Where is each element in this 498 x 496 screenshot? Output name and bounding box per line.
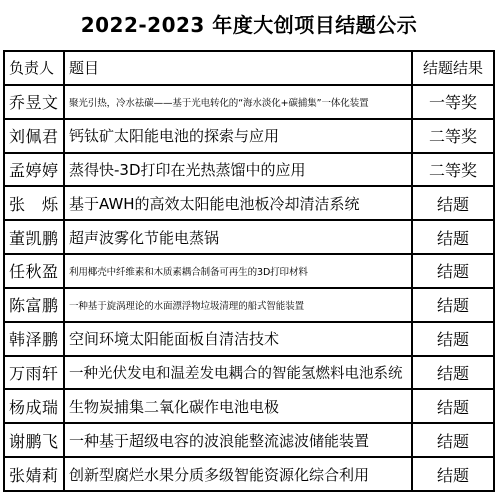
topic-cell: 基于AWH的高效太阳能电池板冷却清洁系统	[64, 186, 412, 220]
topic-cell: 钙钛矿太阳能电池的探索与应用	[64, 119, 412, 153]
topic-cell: 一种基于超级电容的波浪能整流滤波储能装置	[64, 423, 412, 457]
result-cell: 结题	[412, 457, 494, 491]
leader-cell: 乔昱文	[4, 85, 64, 119]
topic-cell: 超声波雾化节能电蒸锅	[64, 220, 412, 254]
table-row	[4, 423, 494, 457]
table-row	[4, 119, 494, 153]
table-row	[4, 153, 494, 187]
result-cell: 结题	[412, 254, 494, 288]
result-cell: 结题	[412, 186, 494, 220]
results-table	[3, 50, 495, 492]
table-row	[4, 457, 494, 491]
table-row	[4, 288, 494, 322]
result-cell: 二等奖	[412, 119, 494, 153]
result-cell: 结题	[412, 220, 494, 254]
topic-cell: 利用椰壳中纤维素和木质素耦合制备可再生的3D打印材料	[64, 254, 412, 288]
topic-cell: 空间环境太阳能面板自清洁技术	[64, 322, 412, 356]
table-row	[4, 389, 494, 423]
result-cell: 结题	[412, 423, 494, 457]
topic-cell: 创新型腐烂水果分质多级智能资源化综合利用	[64, 457, 412, 491]
leader-cell: 刘佩君	[4, 119, 64, 153]
topic-cell: 聚光引热，冷水祛碳——基于光电转化的“海水淡化+碳捕集”一体化装置	[64, 85, 412, 119]
table-row	[4, 85, 494, 119]
table-header-row	[4, 51, 494, 85]
table-row	[4, 254, 494, 288]
header-leader: 负责人	[4, 51, 64, 85]
leader-cell: 张婧莉	[4, 457, 64, 491]
header-result: 结题结果	[412, 51, 494, 85]
leader-cell: 孟婷婷	[4, 153, 64, 187]
leader-cell: 杨成瑞	[4, 389, 64, 423]
table-row	[4, 356, 494, 390]
table-row	[4, 220, 494, 254]
leader-cell: 谢鹏飞	[4, 423, 64, 457]
result-cell: 结题	[412, 322, 494, 356]
topic-cell: 生物炭捕集二氧化碳作电池电极	[64, 389, 412, 423]
result-cell: 一等奖	[412, 85, 494, 119]
result-cell: 结题	[412, 288, 494, 322]
leader-cell: 韩泽鹏	[4, 322, 64, 356]
leader-cell: 陈富鹏	[4, 288, 64, 322]
result-cell: 结题	[412, 389, 494, 423]
table-row	[4, 186, 494, 220]
leader-cell: 万雨轩	[4, 356, 64, 390]
page-title: 2022-2023 年度大创项目结题公示	[80, 13, 418, 37]
header-topic: 题目	[64, 51, 412, 85]
table-row	[4, 322, 494, 356]
topic-cell: 一种光伏发电和温差发电耦合的智能氢燃料电池系统	[64, 356, 412, 390]
leader-cell: 任秋盈	[4, 254, 64, 288]
leader-cell: 张 烁	[4, 186, 64, 220]
leader-cell: 董凯鹏	[4, 220, 64, 254]
topic-cell: 蒸得快-3D打印在光热蒸馏中的应用	[64, 153, 412, 187]
result-cell: 结题	[412, 356, 494, 390]
topic-cell: 一种基于旋涡理论的水面漂浮物垃圾清理的船式智能装置	[64, 288, 412, 322]
result-cell: 二等奖	[412, 153, 494, 187]
